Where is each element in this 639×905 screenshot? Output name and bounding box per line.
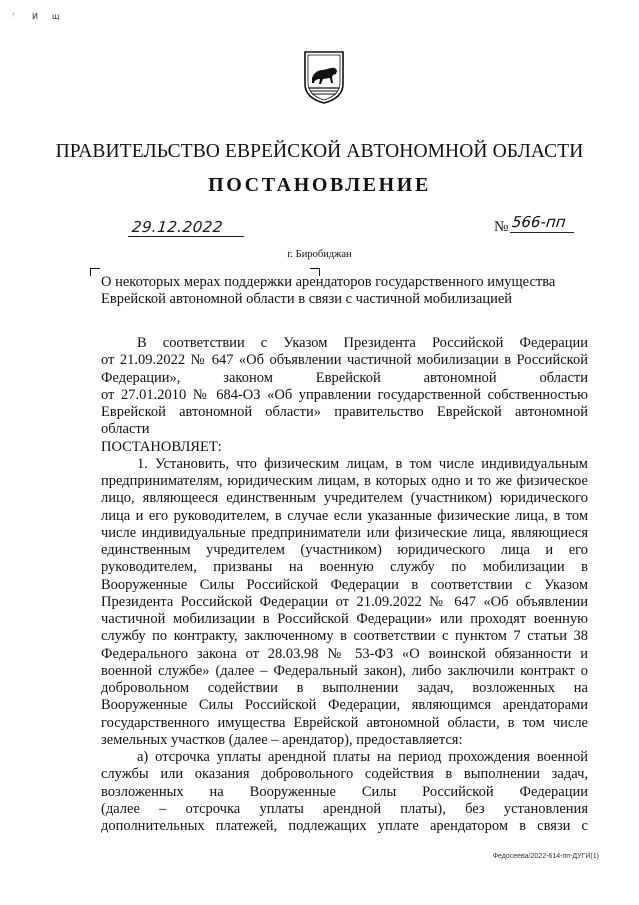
decree-title: ПОСТАНОВЛЕНИЕ: [208, 174, 431, 196]
body-line: службу по контракту, заключенному в соответствии с пунктом 7 статьи 38: [101, 628, 588, 645]
body-line: от 27.01.2010 № 684-ОЗ «Об управлении государственной собственностью: [101, 386, 588, 403]
coat-of-arms-tiger-icon: [303, 50, 345, 104]
body-line: частичной мобилизации в Российской Федерации» или проходят военную: [101, 611, 588, 627]
body-line: лица и его руководителем, в случае если указанные физические лица, в том: [101, 507, 588, 524]
body-line: 1. Установить, что физическим лицам, в том числе индивидуальным: [137, 455, 588, 472]
body-line: единственным учредителем (участником) юридического лица и его: [101, 542, 588, 558]
footer-code: Федосеева/2022-614-пп-ДУГИ(1): [492, 853, 599, 860]
body-line: руководителем, призваны на военную службу по мобилизации в: [101, 559, 588, 576]
corner-marks: [12, 12, 72, 21]
body-line: военной службе» (далее – Федеральный закон), либо заключили контракт о: [101, 662, 588, 679]
corner-mark: щ: [52, 12, 60, 21]
body-line: Вооруженные Силы Российской Федерации, являющимся арендаторами: [101, 697, 588, 714]
government-name: ПРАВИТЕЛЬСТВО ЕВРЕЙСКОЙ АВТОНОМНОЙ ОБЛАСТИ: [55, 141, 584, 162]
body-line: земельных участков (далее – арендатор), предоставляется:: [101, 731, 463, 748]
body-line: от 21.09.2022 № 647 «Об объявлении частичной мобилизации в Российской: [101, 352, 588, 369]
body-line: лицо, являющееся единственным учредителем (участником) юридического: [101, 490, 588, 507]
body-line: предпринимателям, юридическим лицам, в которых одно и то же физическое: [101, 473, 588, 489]
number-label: №: [494, 219, 509, 235]
corner-mark: И: [32, 12, 38, 21]
body-line: Федерального закона от 28.03.98 № 53-ФЗ «О воинской обязанности и: [101, 645, 588, 662]
body-line: области: [101, 421, 150, 438]
body-line: Президента Российской Федерации от 21.09.2022 № 647 «Об объявлении: [101, 593, 588, 610]
body-line: ПОСТАНОВЛЯЕТ:: [101, 438, 222, 455]
corner-mark: ꜝ: [12, 12, 15, 21]
title-bracket-left: [90, 268, 91, 276]
title-bracket-left: [90, 268, 100, 269]
body-line: добровольном содействии в выполнении задач, возложенных на: [101, 680, 588, 696]
body-line: Вооруженные Силы Российской Федерации в соответствии с Указом: [101, 576, 588, 593]
decree-date: 29.12.2022: [131, 218, 224, 236]
decree-number: 566-пп: [511, 213, 567, 231]
document-title-line: Еврейской автономной области в связи с частичной мобилизацией: [101, 291, 513, 307]
body-line: возложенных на Вооруженные Силы Российской Федерации: [101, 783, 588, 800]
body-line: а) отсрочка уплаты арендной платы на период прохождения военной: [137, 749, 588, 765]
body-line: числе индивидуальные предприниматели или физические лица, являющиеся: [101, 524, 588, 541]
city-name: г. Биробиджан: [287, 249, 352, 260]
body-line: государственного имущества Еврейской автономной области, в том числе: [101, 714, 588, 731]
document-title-line: О некоторых мерах поддержки арендаторов государственного имущества: [101, 274, 556, 290]
date-underline: [128, 236, 244, 237]
body-line: службы или оказания добровольного содействия в выполнении задач,: [101, 766, 588, 783]
number-underline: [510, 232, 574, 233]
body-line: Федерации», законом Еврейской автономной области: [101, 369, 588, 386]
body-line: Еврейской автономной области» правительство Еврейской автономной: [101, 404, 588, 420]
body-line: (далее – отсрочка уплаты арендной платы), без установления: [101, 800, 588, 817]
body-line: дополнительных платежей, подлежащих уплате арендатором в связи с: [101, 818, 588, 834]
body-line: В соответствии с Указом Президента Российской Федерации: [137, 335, 588, 351]
